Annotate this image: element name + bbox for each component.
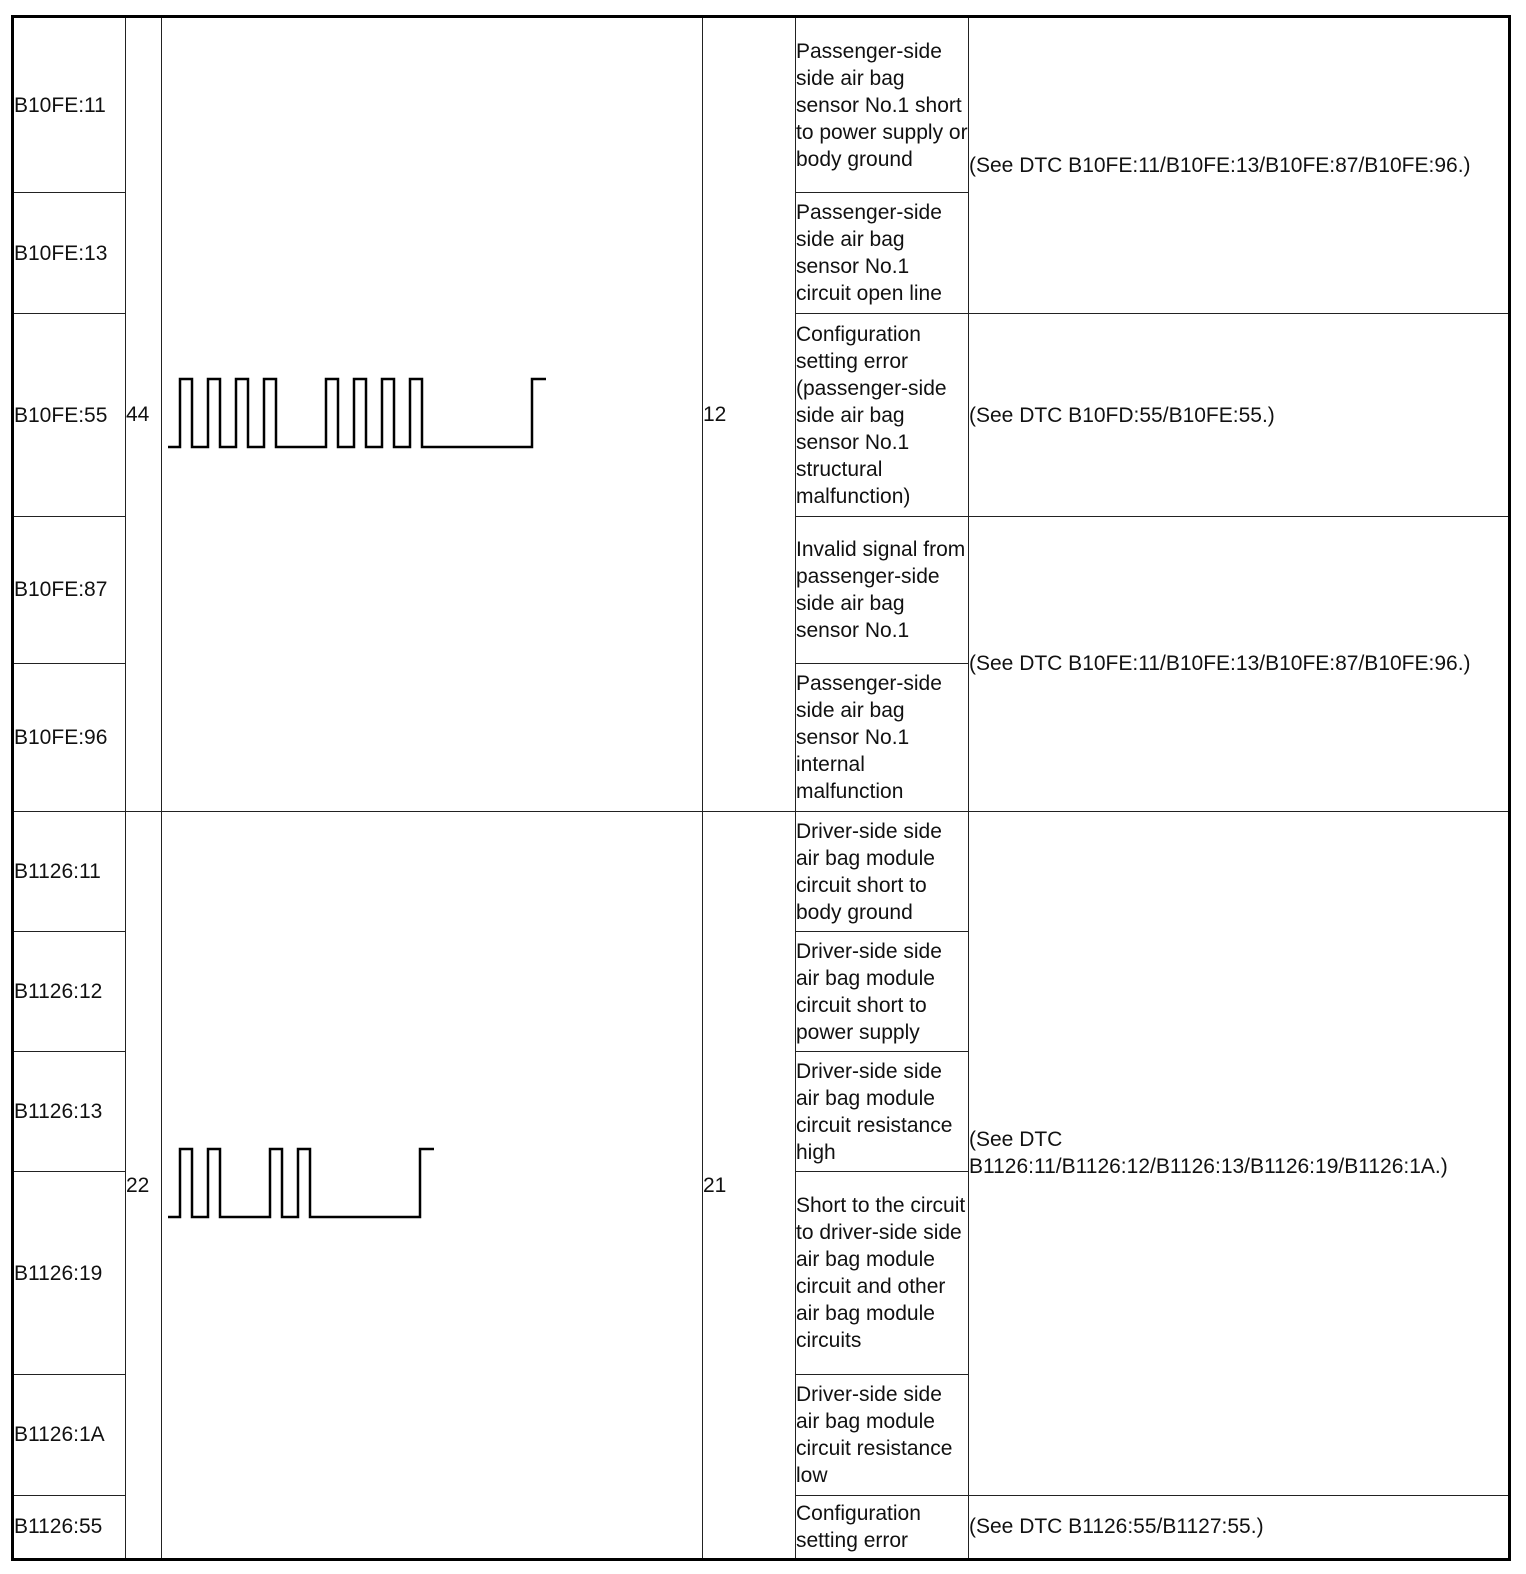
dtc-code: B1126:19: [13, 1172, 126, 1374]
flash-count: 44: [126, 17, 162, 812]
blink-waveform-chart: [162, 1145, 703, 1225]
malfunction-description: Invalid signal from passenger-side side air bag sensor No.1: [796, 516, 969, 663]
dtc-code: B1126:55: [13, 1495, 126, 1559]
dtc-reference: (See DTC B10FE:11/B10FE:13/B10FE:87/B10FE:96.): [969, 516, 1510, 811]
dtc-code: B1126:13: [13, 1052, 126, 1172]
dtc-reference: (See DTC B1126:11/B1126:12/B1126:13/B1126:19/B1126:1A.): [969, 812, 1510, 1496]
dtc-code: B10FE:87: [13, 516, 126, 663]
malfunction-description: Passenger-side side air bag sensor No.1 internal malfunction: [796, 663, 969, 811]
waveform-line: [168, 1149, 434, 1217]
malfunction-description: Configuration setting error (passenger-side side air bag sensor No.1 structural malfunction): [796, 314, 969, 516]
dtc-reference: (See DTC B10FE:11/B10FE:13/B10FE:87/B10FE:96.): [969, 17, 1510, 314]
pattern-code: 12: [703, 17, 796, 812]
table-row: [13, 812, 1510, 932]
blink-waveform: [162, 17, 703, 812]
table-row: [13, 17, 1510, 193]
malfunction-description: Driver-side side air bag module circuit resistance low: [796, 1374, 969, 1495]
flash-count: 22: [126, 812, 162, 1560]
waveform-line: [168, 379, 546, 447]
malfunction-description: Short to the circuit to driver-side side air bag module circuit and other air bag module circuits: [796, 1172, 969, 1374]
dtc-code: B10FE:13: [13, 193, 126, 314]
pattern-code: 21: [703, 812, 796, 1560]
malfunction-description: Driver-side side air bag module circuit short to body ground: [796, 812, 969, 932]
dtc-code: B10FE:96: [13, 663, 126, 811]
dtc-table: [11, 15, 1511, 1561]
dtc-code: B10FE:11: [13, 17, 126, 193]
dtc-code: B1126:11: [13, 812, 126, 932]
dtc-reference: (See DTC B1126:55/B1127:55.): [969, 1495, 1510, 1559]
malfunction-description: Driver-side side air bag module circuit short to power supply: [796, 932, 969, 1052]
dtc-code: B10FE:55: [13, 314, 126, 516]
dtc-code: B1126:1A: [13, 1374, 126, 1495]
dtc-reference: (See DTC B10FD:55/B10FE:55.): [969, 314, 1510, 516]
malfunction-description: Configuration setting error: [796, 1495, 969, 1559]
malfunction-description: Passenger-side side air bag sensor No.1 short to power supply or body ground: [796, 17, 969, 193]
blink-waveform: [162, 812, 703, 1560]
blink-waveform-chart: [162, 375, 703, 455]
dtc-code: B1126:12: [13, 932, 126, 1052]
malfunction-description: Passenger-side side air bag sensor No.1 circuit open line: [796, 193, 969, 314]
malfunction-description: Driver-side side air bag module circuit resistance high: [796, 1052, 969, 1172]
